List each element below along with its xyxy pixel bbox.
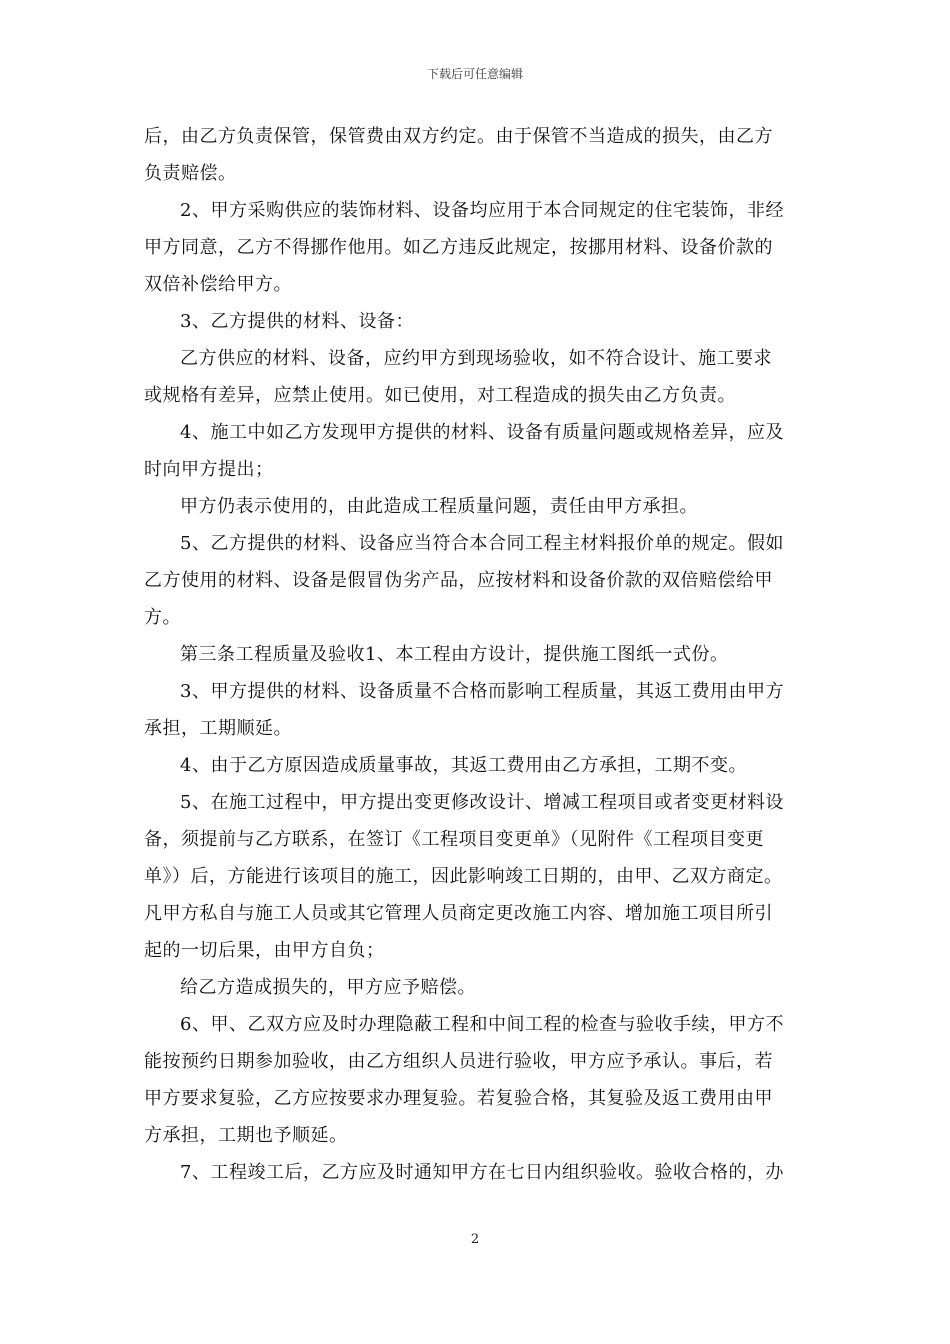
text-line: 乙方供应的材料、设备，应约甲方到现场验收，如不符合设计、施工要求 — [180, 348, 772, 369]
text-line: 方。 — [144, 607, 181, 628]
page-header: 下载后可任意编辑 — [426, 67, 523, 81]
text-line: 或规格有差异，应禁止使用。如已使用，对工程造成的损失由乙方负责。 — [144, 385, 736, 406]
text-line: 凡甲方私自与施工人员或其它管理人员商定更改施工内容、增加施工项目所引 — [144, 903, 773, 924]
text-line: 7、工程竣工后，乙方应及时通知甲方在七日内组织验收。验收合格的，办 — [180, 1162, 784, 1183]
text-line: 5、在施工过程中，甲方提出变更修改设计、增减工程项目或者变更材料设 — [180, 792, 784, 813]
text-line: 3、乙方提供的材料、设备： — [180, 311, 414, 332]
text-line: 备，须提前与乙方联系，在签订《工程项目变更单》（见附件《工程项目变更 — [144, 829, 764, 850]
text-line: 单》）后，方能进行该项目的施工，因此影响竣工日期的，由甲、乙双方商定。 — [144, 866, 783, 887]
text-line: 承担，工期顺延。 — [144, 718, 292, 739]
text-line: 5、乙方提供的材料、设备应当符合本合同工程主材料报价单的规定。假如 — [180, 533, 784, 554]
text-line: 6、甲、乙双方应及时办理隐蔽工程和中间工程的检查与验收手续，甲方不 — [180, 1014, 784, 1035]
document-body — [144, 118, 806, 1191]
text-line: 双倍补偿给甲方。 — [144, 274, 292, 295]
text-line: 甲方仍表示使用的，由此造成工程质量问题，责任由甲方承担。 — [180, 496, 698, 517]
text-line: 甲方同意，乙方不得挪作他用。如乙方违反此规定，按挪用材料、设备价款的 — [144, 237, 773, 258]
text-line: 甲方要求复验，乙方应按要求办理复验。若复验合格，其复验及返工费用由甲 — [144, 1088, 773, 1109]
text-line: 负责赔偿。 — [144, 163, 237, 184]
text-line: 能按预约日期参加验收，由乙方组织人员进行验收，甲方应予承认。事后，若 — [144, 1051, 773, 1072]
text-line: 第三条工程质量及验收1、本工程由方设计，提供施工图纸一式份。 — [180, 644, 729, 665]
text-line: 2、甲方采购供应的装饰材料、设备均应用于本合同规定的住宅装饰，非经 — [180, 200, 784, 221]
text-line: 4、施工中如乙方发现甲方提供的材料、设备有质量问题或规格差异，应及 — [180, 422, 784, 443]
text-line: 乙方使用的材料、设备是假冒伪劣产品，应按材料和设备价款的双倍赔偿给甲 — [144, 570, 773, 591]
text-line: 给乙方造成损失的，甲方应予赔偿。 — [180, 977, 476, 998]
page-number: 2 — [470, 1232, 480, 1247]
text-line: 4、由于乙方原因造成质量事故，其返工费用由乙方承担，工期不变。 — [180, 755, 747, 776]
text-line: 后，由乙方负责保管，保管费由双方约定。由于保管不当造成的损失，由乙方 — [144, 126, 773, 147]
text-line: 方承担，工期也予顺延。 — [144, 1125, 348, 1146]
text-line: 起的一切后果，由甲方自负； — [144, 940, 385, 961]
text-line: 时向甲方提出； — [144, 459, 274, 480]
text-line: 3、甲方提供的材料、设备质量不合格而影响工程质量，其返工费用由甲方 — [180, 681, 784, 702]
